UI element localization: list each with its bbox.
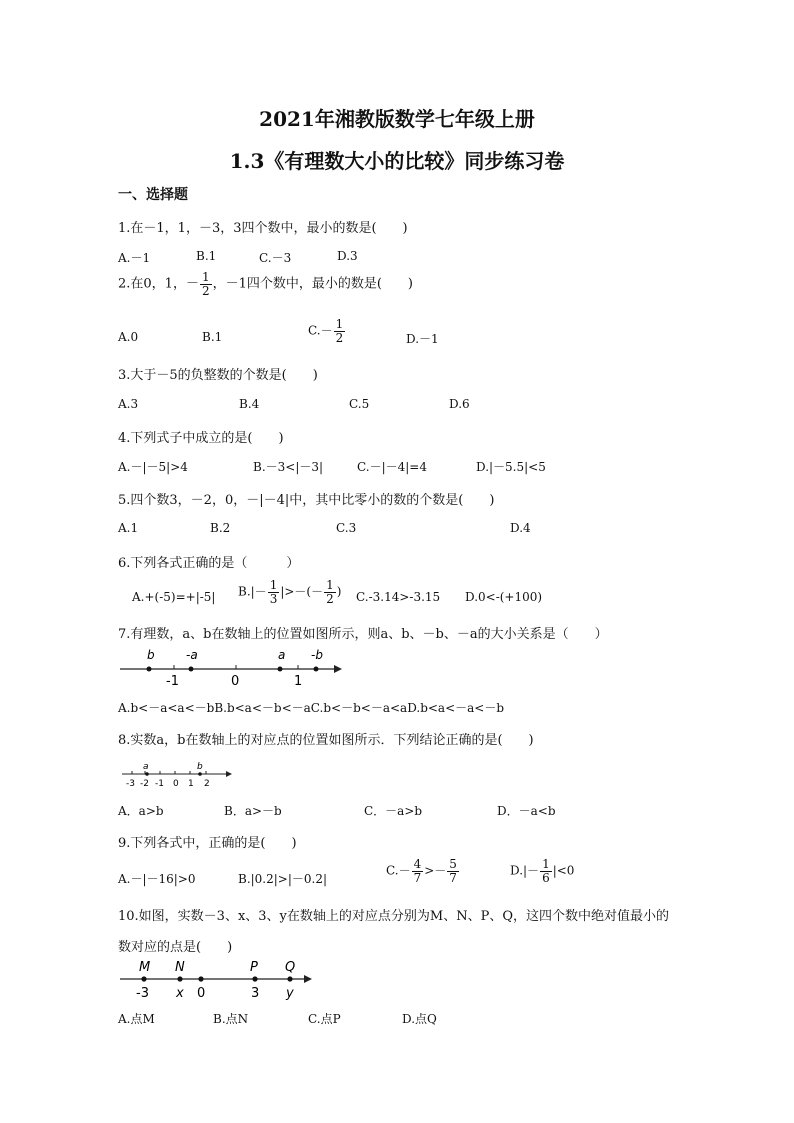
q3-option-b: B.4 [239, 397, 260, 411]
q9-c-mid: >－ [424, 863, 447, 878]
q6-b-fraction-2 [324, 579, 336, 605]
q7-point-b [147, 667, 152, 672]
q10-stem-line1: 10.如图，实数－3、x、3、y在数轴上的对应点分别为M、N、P、Q，这四个数中绝对值最小的 [118, 909, 669, 924]
q10-point-P [252, 976, 257, 981]
q9-d-den: 6 [542, 870, 550, 885]
q7-label-neg-b: -b [311, 648, 323, 662]
q10-label-P: P [250, 960, 258, 975]
doc-title: 2021年湘教版数学七年级上册 [259, 107, 535, 131]
q2-option-c [308, 318, 346, 344]
q10-option-a: A.点M [118, 1012, 155, 1026]
q1-stem: 1.在－1，1，－3，3四个数中，最小的数是( ) [118, 221, 408, 236]
q2-option-d: D.－1 [406, 332, 439, 346]
q9-option-b: B.|0.2|>|－0.2| [238, 872, 328, 886]
q4-option-a: A.－|－5|>4 [118, 460, 188, 474]
q7-tick-0: 0 [231, 674, 240, 687]
q9-d-pre: D.|－ [510, 863, 540, 878]
doc-subtitle: 1.3《有理数大小的比较》同步练习卷 [229, 149, 565, 173]
q6-b-mid: |>－(－ [280, 584, 324, 599]
q6-b-num2: 1 [326, 578, 334, 592]
q8-tick-neg3: -3 [126, 779, 135, 789]
q7-tick-1: 1 [294, 674, 303, 687]
q6-option-b [238, 579, 341, 605]
q2-option-b: B.1 [202, 330, 223, 344]
q8-tick-2: 2 [204, 779, 210, 789]
q4-option-b: B.－3<|－3| [253, 460, 324, 474]
q10-point-Q [287, 976, 292, 981]
q5-option-b: B.2 [210, 521, 231, 535]
q10-label-N: N [175, 960, 185, 975]
q9-c-num1: 4 [413, 857, 422, 871]
q2-c-num: 1 [335, 317, 344, 331]
q1-option-d: D.3 [337, 249, 358, 263]
q9-stem: 9.下列各式中，正确的是( ) [118, 836, 297, 851]
q4-option-c: C.－|－4|=4 [357, 460, 427, 474]
q10-point-N [177, 976, 182, 981]
q7-point-neg-b [314, 667, 319, 672]
q6-b-pre: B.|－ [238, 584, 267, 599]
q2-option-a: A.0 [118, 330, 139, 344]
q10-label-M: M [139, 960, 151, 975]
q9-option-d [510, 858, 574, 884]
q10-tick-neg3: -3 [136, 986, 149, 1001]
q2-option-c-fraction [334, 318, 346, 344]
q8-tick-neg2: -2 [140, 779, 149, 789]
q8-label-a: a [143, 762, 149, 772]
q6-option-a: A.+(-5)=+|-5| [132, 590, 216, 604]
q8-option-c: C．－a>b [364, 804, 423, 818]
q9-c-den1: 7 [413, 870, 422, 885]
q10-tick-x: x [176, 986, 184, 1001]
q3-stem: 3.大于－5的负整数的个数是( ) [118, 368, 318, 383]
q10-number-line [118, 955, 314, 1001]
q8-tick-neg1: -1 [155, 779, 164, 789]
q7-number-line [118, 645, 343, 687]
q10-stem-line2: 数对应的点是( ) [118, 940, 233, 955]
q8-tick-0: 0 [173, 779, 179, 789]
q2-stem [118, 271, 413, 297]
q5-option-c: C.3 [336, 521, 357, 535]
q7-label-b: b [147, 648, 155, 662]
q8-point-a [145, 772, 149, 776]
q9-c-fraction-2 [447, 858, 459, 884]
q10-tick-3: 3 [251, 986, 260, 1001]
q10-option-d: D.点Q [402, 1012, 437, 1026]
q8-tick-1: 1 [188, 779, 194, 789]
q9-c-den2: 7 [449, 870, 457, 885]
q7-label-a: a [278, 648, 286, 662]
q5-option-d: D.4 [510, 521, 531, 535]
q8-option-b: B．a>－b [224, 804, 282, 818]
q2-frac-den: 2 [201, 283, 210, 298]
q9-c-fraction-1 [412, 858, 424, 884]
q7-options: A.b<－a<a<－bB.b<a<－b<－aC.b<－b<－a<aD.b<a<－a<－b [118, 701, 505, 715]
q9-option-c [386, 858, 460, 884]
q6-b-num1: 1 [269, 578, 278, 592]
q2-frac-num: 1 [201, 270, 210, 284]
q8-stem: 8.实数a，b在数轴上的对应点的位置如图所示．下列结论正确的是( ) [118, 733, 534, 748]
q3-option-d: D.6 [449, 397, 470, 411]
q3-option-c: C.5 [349, 397, 370, 411]
q2-stem-post: ，－1四个数中，最小的数是( ) [212, 276, 414, 292]
q1-option-c: C.－3 [259, 251, 292, 265]
q7-point-a [278, 667, 283, 672]
q1-option-b: B.1 [196, 249, 217, 263]
q9-c-pre: C.－ [386, 863, 411, 878]
q2-stem-pre: 2.在0，1，－ [118, 276, 199, 292]
q7-stem: 7.有理数，a、b在数轴上的位置如图所示，则a、b、－b、－a的大小关系是（ ） [118, 627, 608, 642]
q2-fraction [200, 271, 212, 297]
q10-option-b: B.点N [213, 1012, 249, 1026]
q9-d-fraction [540, 858, 552, 884]
q8-point-b [198, 772, 202, 776]
q6-b-den2: 2 [326, 591, 334, 606]
q10-tick-0: 0 [197, 986, 206, 1001]
section-heading: 一、选择题 [118, 187, 188, 203]
q6-stem: 6.下列各式正确的是（ ） [118, 556, 300, 571]
q2-c-den: 2 [335, 330, 344, 345]
q9-d-num: 1 [542, 857, 550, 871]
q7-tick-neg1: -1 [166, 674, 179, 687]
q10-label-Q: Q [285, 960, 296, 975]
q8-option-d: D．－a<b [497, 804, 556, 818]
q8-option-a: A．a>b [118, 804, 164, 818]
q6-b-fraction-1 [268, 579, 280, 605]
q6-b-post: ) [336, 584, 342, 599]
q7-point-neg-a [189, 667, 194, 672]
q6-b-den1: 3 [269, 591, 278, 606]
q10-option-c: C.点P [308, 1012, 341, 1026]
q9-c-num2: 5 [449, 857, 457, 871]
q3-option-a: A.3 [118, 397, 139, 411]
q1-option-a: A.－1 [118, 251, 151, 265]
q10-point-0 [198, 976, 203, 981]
q8-label-b: b [197, 762, 203, 772]
q8-number-line [120, 760, 234, 790]
q9-d-post: |<0 [552, 863, 575, 878]
q4-option-d: D.|－5.5|<5 [476, 460, 546, 474]
q4-stem: 4.下列式子中成立的是( ) [118, 431, 284, 446]
q10-tick-y: y [286, 986, 294, 1001]
q6-option-d: D.0<-(+100) [465, 590, 543, 604]
q5-stem: 5.四个数3，－2，0，－|－4|中，其中比零小的数的个数是( ) [118, 493, 495, 508]
q7-label-neg-a: -a [186, 648, 198, 662]
q5-option-a: A.1 [118, 521, 139, 535]
q2-option-c-pre: C.－ [308, 323, 333, 338]
q6-option-c: C.-3.14>-3.15 [356, 590, 441, 604]
q10-point-M [141, 976, 146, 981]
q9-option-a: A.－|－16|>0 [118, 872, 196, 886]
